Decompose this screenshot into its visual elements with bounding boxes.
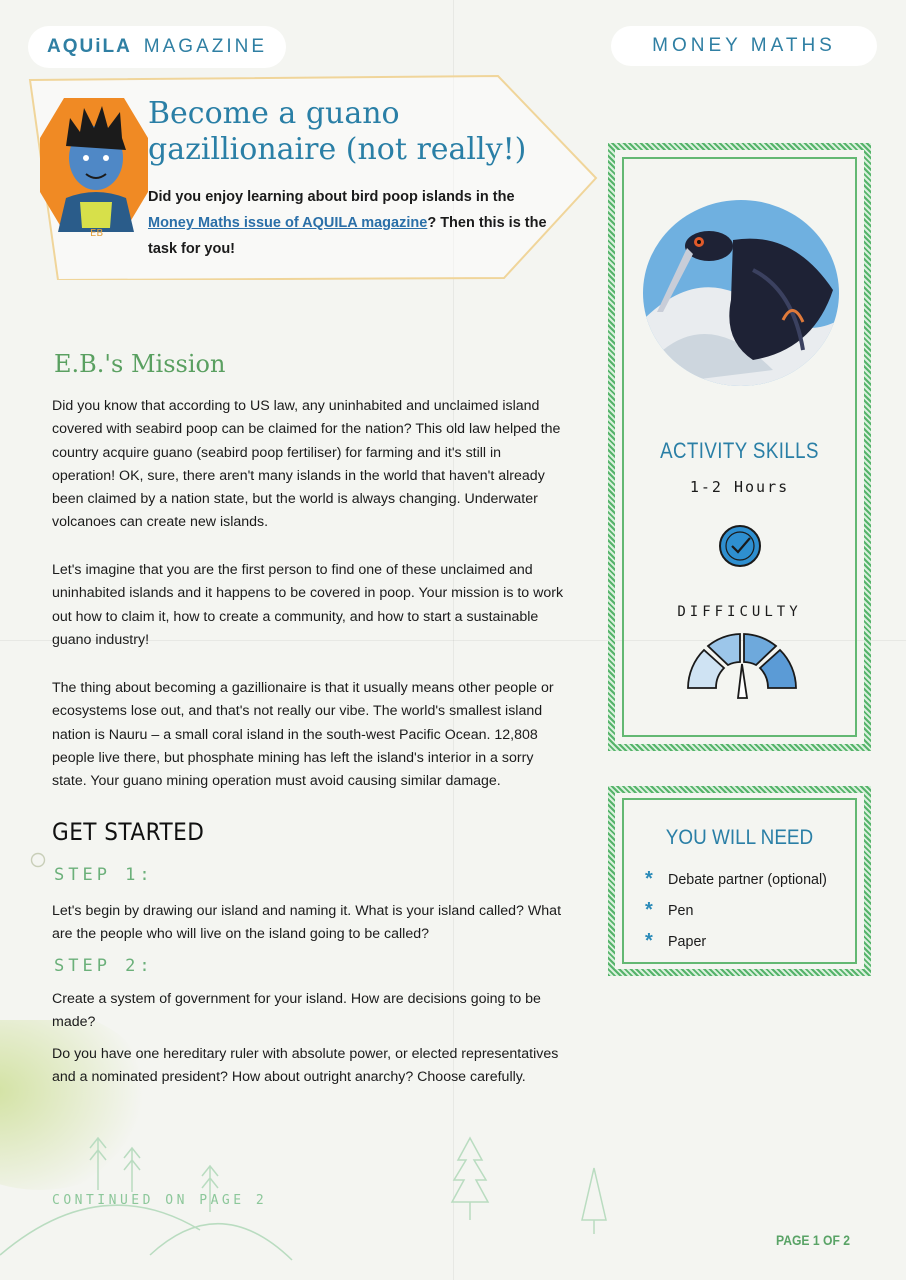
step-text: Let's begin by drawing our island and naming it. What is your island called? What are the people who will live on the island going to be called? — [52, 903, 562, 943]
step-text: Do you have one hereditary ruler with absolute power, or elected representatives and a nominated president? How about outright anarchy? Choose carefully. — [52, 1046, 559, 1086]
list-item — [645, 926, 827, 957]
title-line: Become a guano — [148, 96, 400, 131]
title-line: gazillionaire (not really!) — [148, 132, 527, 167]
mission-paragraph: Did you know that according to US law, any uninhabited and unclaimed island covered with seabird poop can be claimed for the nation? This old law helped the country acquire guano (seabird poop fertiliser) for farming and it's still in operation! OK, sure, there aren't many islands in the world that haven't already been claimed by a nation state, but the world is always changing. Underwater volcanoes can create new islands. — [52, 398, 561, 531]
clock-icon — [718, 524, 762, 568]
article-title — [148, 96, 578, 168]
avatar-initials: EB — [90, 228, 104, 238]
need-item: Pen — [668, 902, 694, 919]
step-label: STEP 2: — [54, 956, 154, 976]
continued-note: CONTINUED ON PAGE 2 — [52, 1193, 268, 1208]
section-label: MONEY MATHS — [611, 26, 877, 66]
asterisk-icon: * — [645, 930, 653, 952]
needs-list — [645, 864, 827, 957]
magazine-issue-link[interactable]: Money Maths issue of AQUILA magazine — [148, 215, 428, 231]
activity-skills-title: ACTIVITY SKILLS — [660, 438, 819, 463]
author-avatar — [40, 98, 148, 238]
step-text: Create a system of government for your island. How are decisions going to be made? — [52, 991, 541, 1031]
asterisk-icon: * — [645, 899, 653, 921]
page-number: PAGE 1 OF 2 — [776, 1233, 851, 1248]
asterisk-icon: * — [645, 868, 653, 890]
list-item — [645, 864, 827, 895]
get-started-heading: GET STARTED — [52, 818, 205, 846]
cormorant-illustration — [643, 200, 839, 386]
difficulty-label: DIFFICULTY — [677, 604, 802, 620]
difficulty-gauge-icon — [684, 630, 800, 702]
mission-paragraph: Let's imagine that you are the first person to find one of these unclaimed and uninhabited islands and it happens to be covered in poop. Your mission is to work out how to claim it, how to create a community, and how to start a sustainable guano industry! — [52, 562, 564, 648]
need-item: Paper — [668, 933, 707, 950]
circle-doodle — [30, 852, 46, 868]
you-will-need-title: YOU WILL NEED — [665, 826, 814, 849]
intro-lead: Did you enjoy learning about bird poop islands in the — [148, 189, 515, 205]
brand-name: AQUiLA — [46, 36, 132, 57]
need-item: Debate partner (optional) — [668, 871, 827, 888]
step-label: STEP 1: — [54, 865, 154, 885]
intro-text — [148, 184, 548, 262]
intro-tail: ? Then this is the task for you! — [148, 215, 547, 257]
brand-subtitle: MAGAZINE — [143, 36, 268, 57]
mission-paragraph: The thing about becoming a gazillionaire is that it usually means other people or ecosystems lose out, and that's not really our vibe. The world's smallest island nation is Nauru – a small coral island in the south-west Pacific Ocean. 12,808 people live there, but phosphate mining has left the island's interior in a sorry state. Your guano mining operation must avoid causing similar damage. — [52, 680, 554, 790]
magazine-brand — [28, 26, 286, 68]
time-estimate: 1-2 Hours — [689, 478, 790, 496]
mission-heading: E.B.'s Mission — [54, 350, 226, 378]
list-item — [645, 895, 827, 926]
